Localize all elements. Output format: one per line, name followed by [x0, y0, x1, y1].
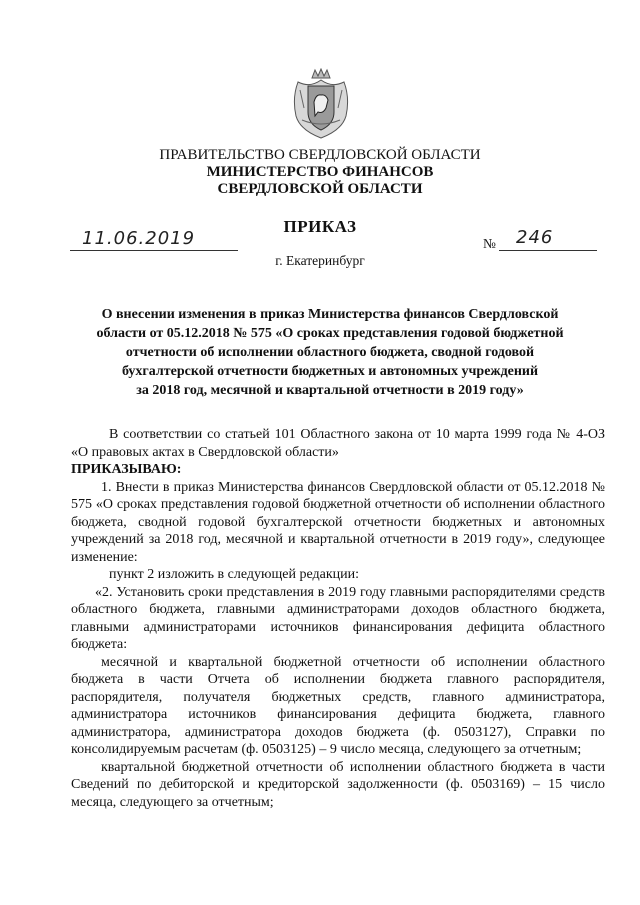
monthly-reporting-paragraph: месячной и квартальной бюджетной отчетности об исполнении областного бюджета в части Отчета об исполнении бюджета главного распорядителя, распорядителя, получателя бюджетных средств, главного администратора, администратора источников финансирования дефицита бюджета, главного администратора, администратора доходов бюджета (ф. 0503127), Справки по консолидируемым расчетам (ф. 0503125) – 9 число месяца, следующего за отчетным;: [71, 654, 605, 757]
subject-line: за 2018 год, месячной и квартальной отчетности в 2019 году»: [136, 383, 524, 398]
subject-line: области от 05.12.2018 № 575 «О сроках представления годовой бюджетной: [96, 326, 564, 341]
government-name: ПРАВИТЕЛЬСТВО СВЕРДЛОВСКОЙ ОБЛАСТИ: [159, 147, 481, 163]
quoted-point-2: «2. Установить сроки представления в 2019 году главными распорядителями средств областного бюджета, главными администраторами доходов областного бюджета, главными администраторами источников финансирования дефицита областного бюджета:: [71, 584, 605, 652]
item-1-paragraph: 1. Внести в приказ Министерства финансов Свердловской области от 05.12.2018 № 575 «О сроках представления годовой бюджетной отчетности об исполнении областного бюджета, сводной годовой бухгалтерской отчетности бюджетных и автономных учреждений за 2018 год, месячной и квартальной отчетности в 2019 году», следующее изменение:: [71, 479, 605, 565]
quarterly-reporting-paragraph: квартальной бюджетной отчетности об исполнении областного бюджета в части Сведений по дебиторской и кредиторской задолженности (ф. 0503169) – 15 число месяца, следующего за отчетным;: [71, 759, 605, 810]
order-word: ПРИКАЗЫВАЮ:: [71, 462, 182, 477]
order-number: 246: [516, 227, 554, 248]
subject-line: бухгалтерской отчетности бюджетных и автономных учреждений: [121, 364, 539, 379]
order-date: 11.06.2019: [82, 228, 196, 249]
number-underline: [499, 250, 597, 251]
ministry-name-line2: СВЕРДЛОВСКОЙ ОБЛАСТИ: [217, 181, 423, 197]
preamble-paragraph: В соответствии со статьей 101 Областного закона от 10 марта 1999 года № 4-ОЗ «О правовых актах в Свердловской области»: [71, 427, 605, 460]
coat-of-arms-emblem: [290, 68, 352, 140]
city: г. Екатеринбург: [275, 253, 365, 268]
subject-line: О внесении изменения в приказ Министерства финансов Свердловской: [101, 307, 559, 322]
item-1-sub-paragraph: пункт 2 изложить в следующей редакции:: [109, 567, 359, 582]
date-underline: [70, 250, 238, 251]
document-body: [71, 426, 605, 811]
document-type: ПРИКАЗ: [283, 217, 357, 236]
number-label: №: [483, 236, 496, 251]
ministry-name-line1: МИНИСТЕРСТВО ФИНАНСОВ: [206, 164, 434, 180]
subject-line: отчетности об исполнении областного бюджета, сводной годовой: [125, 345, 535, 360]
order-subject: [60, 305, 600, 400]
